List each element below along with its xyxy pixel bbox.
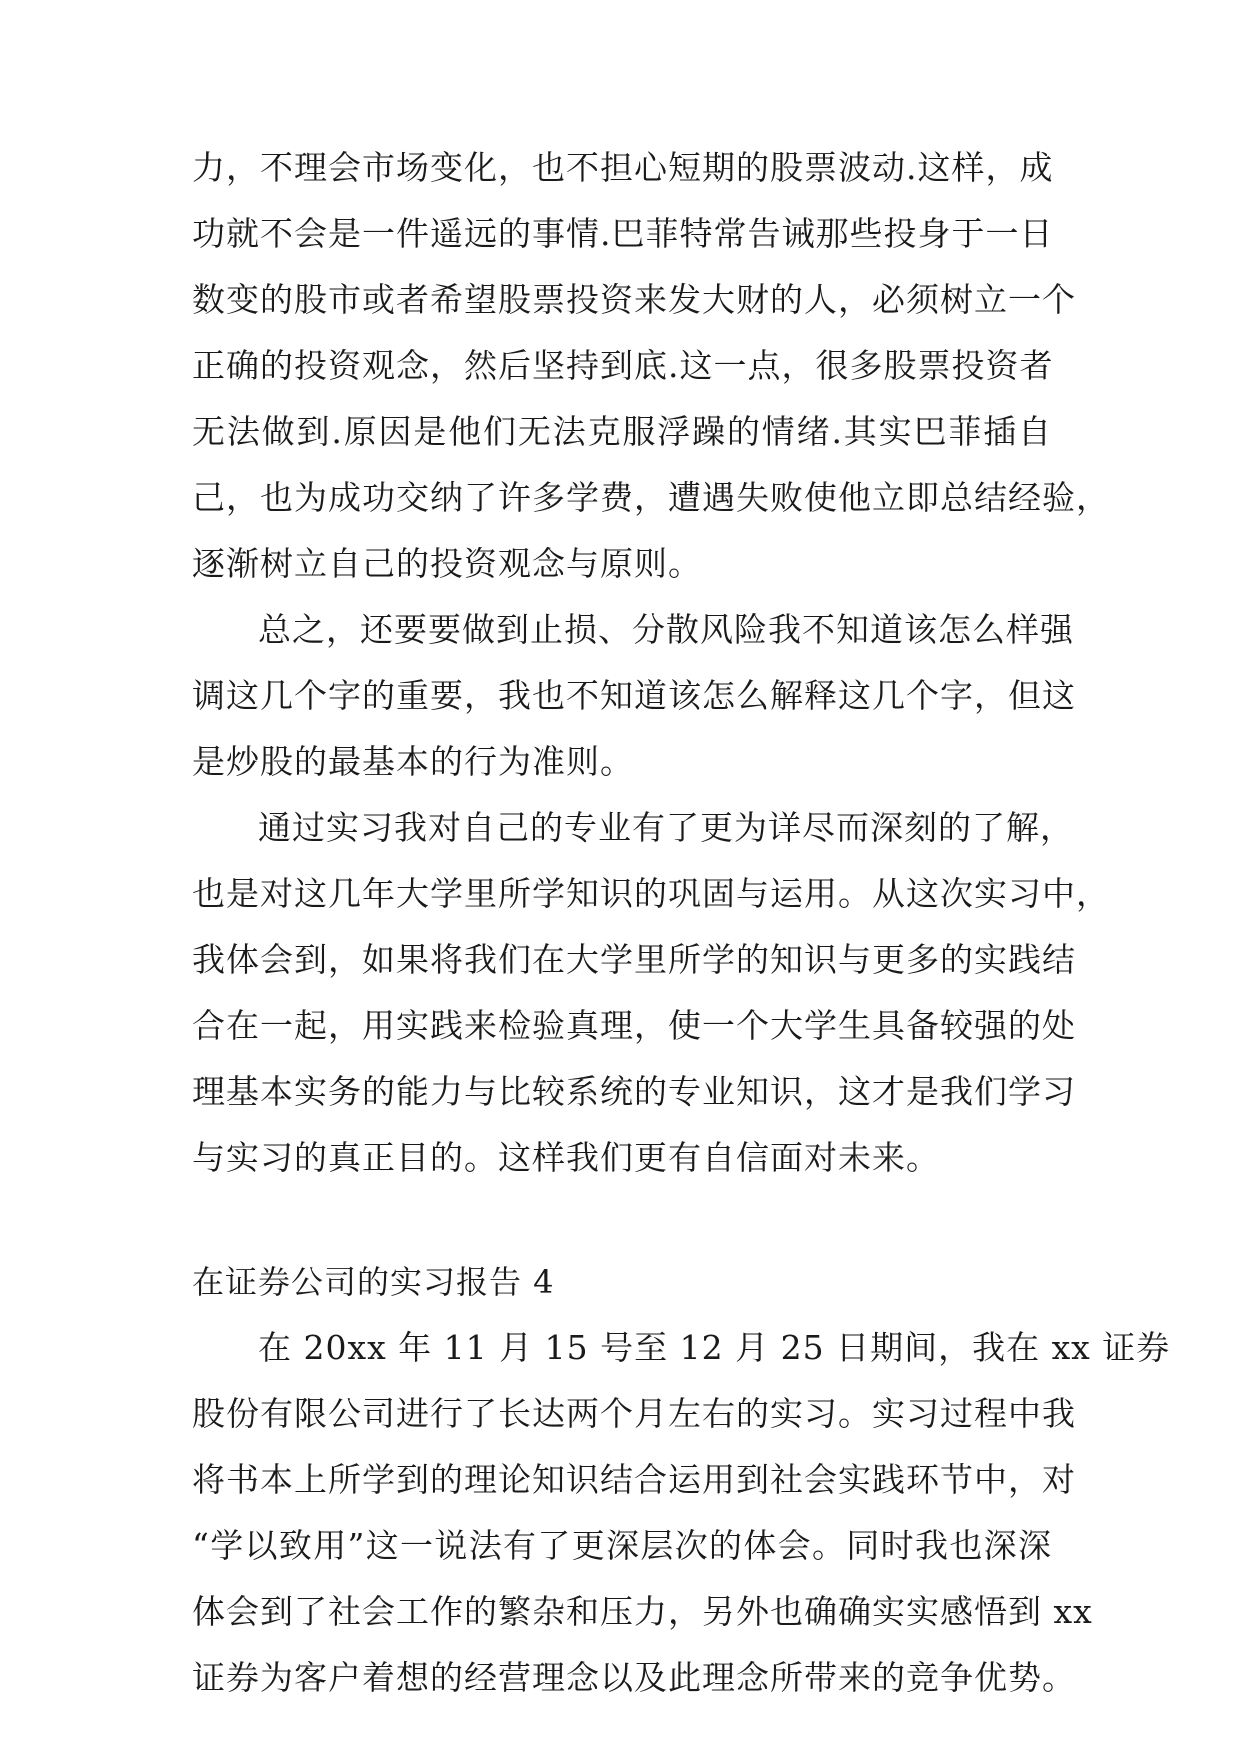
para2-line-2: 调这几个字的重要，我也不知道该怎么解释这几个字，但这 (192, 676, 1076, 715)
para4-line-3: 将书本上所学到的理论知识结合运用到社会实践环节中，对 (192, 1460, 1076, 1499)
para1-line-4: 正确的投资观念，然后坚持到底.这一点，很多股票投资者 (192, 346, 1054, 385)
para3-line-1: 通过实习我对自己的专业有了更为详尽而深刻的了解， (258, 808, 1074, 847)
para2-line-3: 是炒股的最基本的行为准则。 (192, 742, 634, 781)
para1-line-3: 数变的股市或者希望股票投资来发大财的人，必须树立一个 (192, 280, 1076, 319)
para2-line-1: 总之，还要要做到止损、分散风险我不知道该怎么样强 (258, 610, 1074, 649)
para4-line-5: 体会到了社会工作的繁杂和压力，另外也确确实实感悟到 xx (192, 1592, 1093, 1631)
para4-line-6: 证券为客户着想的经营理念以及此理念所带来的竞争优势。 (192, 1658, 1076, 1697)
para1-line-6: 己，也为成功交纳了许多学费，遭遇失败使他立即总结经验， (192, 478, 1110, 517)
section-heading: 在证券公司的实习报告 4 (192, 1263, 555, 1301)
para3-line-5: 理基本实务的能力与比较系统的专业知识，这才是我们学习 (192, 1072, 1076, 1111)
para1-line-1: 力，不理会市场变化，也不担心短期的股票波动.这样，成 (192, 148, 1054, 187)
para3-line-4: 合在一起，用实践来检验真理，使一个大学生具备较强的处 (192, 1006, 1076, 1045)
para4-line-2: 股份有限公司进行了长达两个月左右的实习。实习过程中我 (192, 1394, 1076, 1433)
para4-line-4: “学以致用”这一说法有了更深层次的体会。同时我也深深 (192, 1526, 1052, 1565)
para1-line-5: 无法做到.原因是他们无法克服浮躁的情绪.其实巴菲插自 (192, 412, 1052, 451)
para3-line-6: 与实习的真正目的。这样我们更有自信面对未来。 (192, 1138, 940, 1177)
para3-line-3: 我体会到，如果将我们在大学里所学的知识与更多的实践结 (192, 940, 1076, 979)
para1-line-2: 功就不会是一件遥远的事情.巴菲特常告诫那些投身于一日 (192, 214, 1054, 253)
para1-line-7: 逐渐树立自己的投资观念与原则。 (192, 544, 702, 583)
para3-line-2: 也是对这几年大学里所学知识的巩固与运用。从这次实习中， (192, 874, 1110, 913)
para4-line-1: 在 20xx 年 11 月 15 号至 12 月 25 日期间，我在 xx 证券 (258, 1328, 1171, 1367)
